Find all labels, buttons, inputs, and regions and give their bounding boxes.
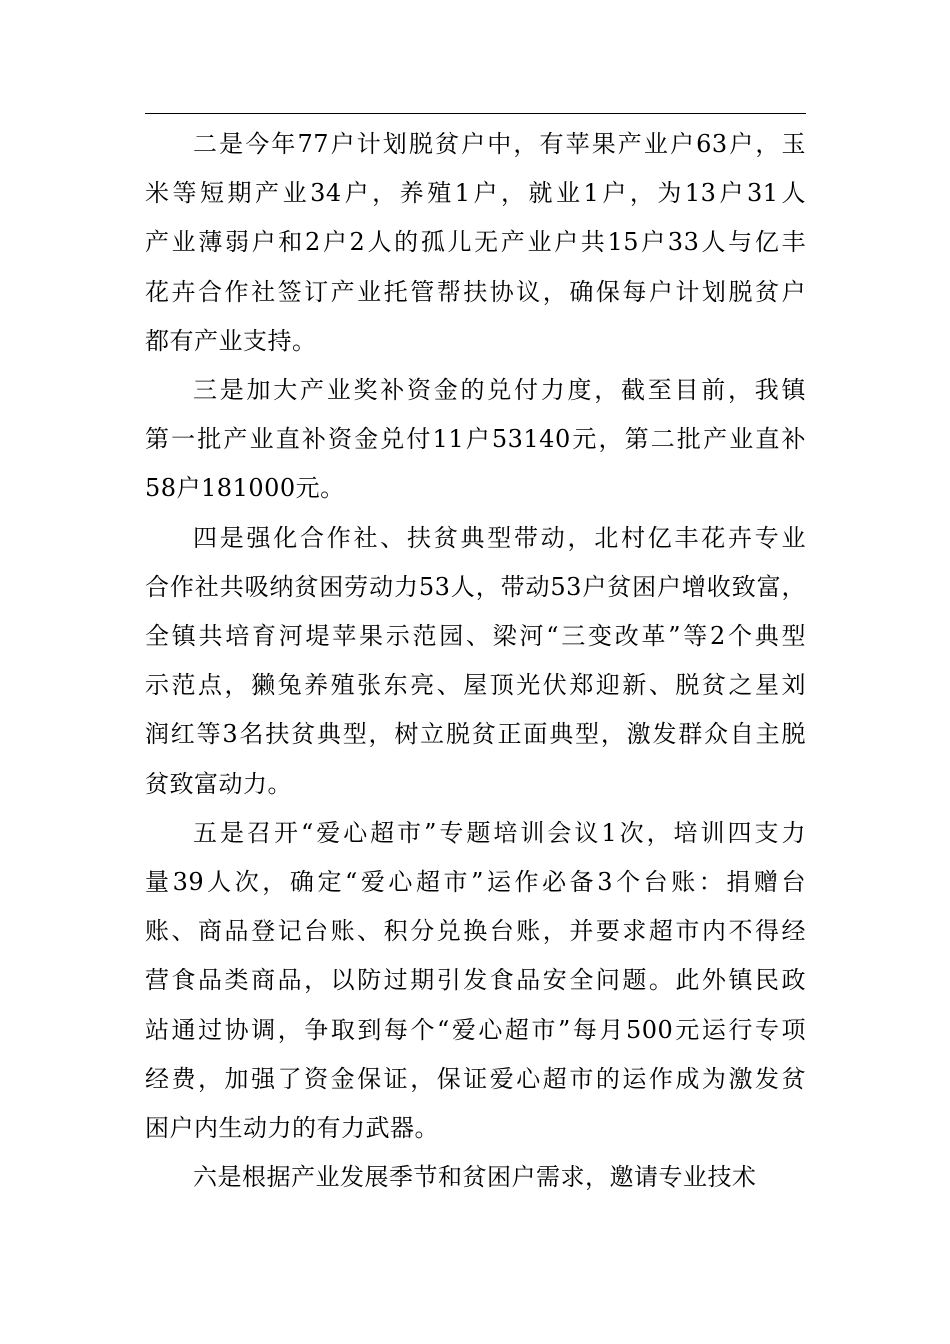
text-line: 六是根据产业发展季节和贫困户需求，邀请专业技术 [193,1163,757,1192]
text-line: 账、商品登记台账、积分兑换台账，并要求超市内不得经 [145,917,806,946]
paragraph [145,514,806,809]
text-line: 经费，加强了资金保证，保证爱心超市的运作成为激发贫 [145,1064,806,1093]
text-line: 润红等3名扶贫典型，树立脱贫正面典型，激发群众自主脱 [145,720,806,749]
paragraph [145,809,806,1153]
text-line: 贫致富动力。 [145,769,292,798]
document-body [145,120,806,1202]
text-line: 全镇共培育河堤苹果示范园、梁河“三变改革”等2个典型 [145,622,806,651]
text-line: 合作社共吸纳贫困劳动力53人，带动53户贫困户增收致富， [145,572,806,601]
text-line: 产业薄弱户和2户2人的孤儿无产业户共15户33人与亿丰 [145,228,806,257]
text-line: 米等短期产业34户，养殖1户，就业1户，为13户31人 [145,179,806,208]
text-line: 量39人次，确定“爱心超市”运作必备3个台账：捐赠台 [145,868,806,897]
text-line: 都有产业支持。 [145,326,317,355]
paragraph [145,1153,806,1202]
text-line: 困户内生动力的有力武器。 [145,1114,439,1143]
paragraph [145,120,806,366]
text-line: 第一批产业直补资金兑付11户53140元，第二批产业直补 [145,425,806,454]
text-line: 示范点，獭兔养殖张东亮、屋顶光伏郑迎新、脱贫之星刘 [145,671,806,700]
text-line: 五是召开“爱心超市”专题培训会议1次，培训四支力 [193,818,806,847]
text-line: 站通过协调，争取到每个“爱心超市”每月500元运行专项 [145,1015,806,1044]
header-rule [145,113,806,114]
text-line: 营食品类商品，以防过期引发食品安全问题。此外镇民政 [145,966,806,995]
paragraph [145,366,806,514]
text-line: 四是强化合作社、扶贫典型带动，北村亿丰花卉专业 [193,523,806,552]
text-line: 三是加大产业奖补资金的兑付力度，截至目前，我镇 [193,376,806,405]
text-line: 花卉合作社签订产业托管帮扶协议，确保每户计划脱贫户 [145,277,806,306]
text-line: 二是今年77户计划脱贫户中，有苹果产业户63户，玉 [193,130,806,158]
text-line: 58户181000元。 [145,474,345,503]
